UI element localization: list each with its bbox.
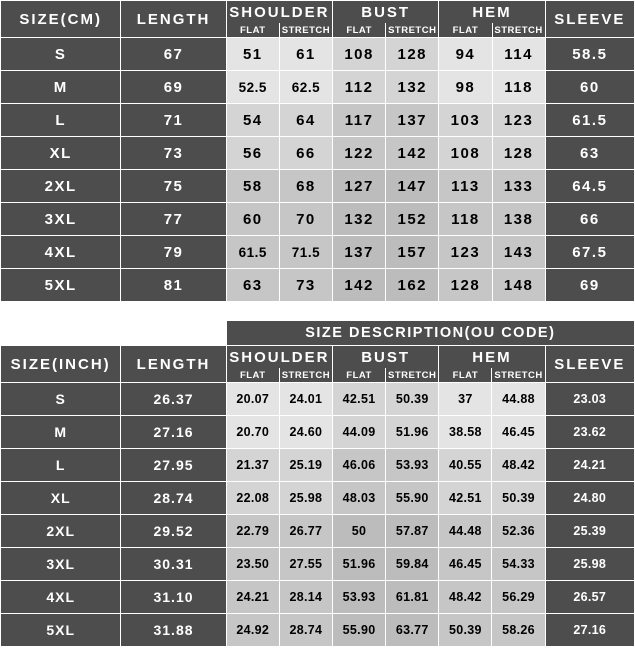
cm-sleeve-1: 60: [545, 71, 634, 104]
inch-size-6: 4XL: [1, 581, 121, 614]
inch-shoulder-stretch-7: 28.74: [279, 614, 332, 647]
inch-header-hem: HEM: [439, 346, 545, 369]
cm-hem-stretch-1: 118: [492, 71, 545, 104]
cm-header-shoulder: SHOULDER: [226, 1, 332, 24]
cm-shoulder-stretch-0: 61: [279, 38, 332, 71]
inch-hem-flat-6: 48.42: [439, 581, 492, 614]
inch-size-3: XL: [1, 482, 121, 515]
cm-shoulder-flat-3: 56: [226, 137, 279, 170]
inch-header-shoulder-flat: FLAT: [226, 368, 279, 383]
cm-size-7: 5XL: [1, 269, 121, 302]
inch-bust-flat-3: 48.03: [332, 482, 385, 515]
cm-hem-flat-5: 118: [439, 203, 492, 236]
cm-bust-stretch-0: 128: [386, 38, 439, 71]
cm-sleeve-6: 67.5: [545, 236, 634, 269]
inch-bust-stretch-2: 53.93: [386, 449, 439, 482]
cm-hem-flat-7: 128: [439, 269, 492, 302]
cm-header-shoulder-stretch: STRETCH: [279, 23, 332, 38]
cm-hem-stretch-7: 148: [492, 269, 545, 302]
table-row: [1, 236, 635, 269]
inch-sleeve-2: 24.21: [545, 449, 634, 482]
inch-hem-stretch-2: 48.42: [492, 449, 545, 482]
inch-hem-stretch-5: 54.33: [492, 548, 545, 581]
inch-header-bust: BUST: [332, 346, 438, 369]
inch-hem-flat-2: 40.55: [439, 449, 492, 482]
inch-sleeve-0: 23.03: [545, 383, 634, 416]
inch-header-shoulder: SHOULDER: [226, 346, 332, 369]
inch-bust-flat-0: 42.51: [332, 383, 385, 416]
cm-bust-stretch-2: 137: [386, 104, 439, 137]
cm-hem-stretch-5: 138: [492, 203, 545, 236]
inch-hem-stretch-3: 50.39: [492, 482, 545, 515]
inch-sleeve-6: 26.57: [545, 581, 634, 614]
inch-bust-stretch-3: 55.90: [386, 482, 439, 515]
inch-sleeve-4: 25.39: [545, 515, 634, 548]
inch-size-0: S: [1, 383, 121, 416]
cm-hem-stretch-4: 133: [492, 170, 545, 203]
cm-shoulder-stretch-6: 71.5: [279, 236, 332, 269]
inch-length-7: 31.88: [121, 614, 226, 647]
size-description-title: SIZE DESCRIPTION(OU CODE): [226, 321, 634, 346]
inch-hem-stretch-0: 44.88: [492, 383, 545, 416]
inch-shoulder-stretch-4: 26.77: [279, 515, 332, 548]
cm-bust-stretch-7: 162: [386, 269, 439, 302]
cm-size-5: 3XL: [1, 203, 121, 236]
table-row: [1, 104, 635, 137]
cm-bust-stretch-5: 152: [386, 203, 439, 236]
table-divider: [0, 302, 635, 320]
cm-header-size: SIZE(CM): [1, 1, 121, 38]
cm-size-6: 4XL: [1, 236, 121, 269]
inch-bust-flat-1: 44.09: [332, 416, 385, 449]
cm-shoulder-flat-7: 63: [226, 269, 279, 302]
cm-header-hem-stretch: STRETCH: [492, 23, 545, 38]
cm-header-main-row: [1, 1, 635, 24]
inch-length-3: 28.74: [121, 482, 226, 515]
inch-shoulder-flat-0: 20.07: [226, 383, 279, 416]
inch-size-4: 2XL: [1, 515, 121, 548]
inch-header-sleeve: SLEEVE: [545, 346, 634, 383]
cm-header-bust-stretch: STRETCH: [386, 23, 439, 38]
cm-bust-stretch-3: 142: [386, 137, 439, 170]
cm-shoulder-flat-0: 51: [226, 38, 279, 71]
cm-bust-flat-3: 122: [333, 137, 386, 170]
cm-length-6: 79: [121, 236, 226, 269]
inch-hem-flat-4: 44.48: [439, 515, 492, 548]
inch-shoulder-flat-4: 22.79: [226, 515, 279, 548]
inch-hem-flat-7: 50.39: [439, 614, 492, 647]
cm-length-7: 81: [121, 269, 226, 302]
table-row: [1, 482, 635, 515]
inch-hem-flat-0: 37: [439, 383, 492, 416]
cm-hem-stretch-2: 123: [492, 104, 545, 137]
cm-sleeve-2: 61.5: [545, 104, 634, 137]
inch-header-size: SIZE(INCH): [1, 346, 121, 383]
size-chart-cm-table: [0, 0, 635, 302]
cm-shoulder-flat-2: 54: [226, 104, 279, 137]
title-spacer: [1, 321, 227, 346]
inch-bust-stretch-1: 51.96: [386, 416, 439, 449]
inch-bust-flat-6: 53.93: [332, 581, 385, 614]
table-row: [1, 581, 635, 614]
inch-sleeve-7: 27.16: [545, 614, 634, 647]
inch-shoulder-stretch-5: 27.55: [279, 548, 332, 581]
cm-length-4: 75: [121, 170, 226, 203]
inch-shoulder-flat-6: 24.21: [226, 581, 279, 614]
cm-length-5: 77: [121, 203, 226, 236]
inch-length-5: 30.31: [121, 548, 226, 581]
cm-hem-flat-1: 98: [439, 71, 492, 104]
cm-hem-flat-2: 103: [439, 104, 492, 137]
size-chart-inch-table: [0, 320, 635, 647]
inch-shoulder-stretch-1: 24.60: [279, 416, 332, 449]
inch-bust-stretch-5: 59.84: [386, 548, 439, 581]
inch-shoulder-flat-5: 23.50: [226, 548, 279, 581]
table-row: [1, 416, 635, 449]
cm-header-bust-flat: FLAT: [333, 23, 386, 38]
cm-bust-flat-5: 132: [333, 203, 386, 236]
cm-length-2: 71: [121, 104, 226, 137]
cm-length-0: 67: [121, 38, 226, 71]
inch-header-bust-stretch: STRETCH: [386, 368, 439, 383]
table-row: [1, 383, 635, 416]
inch-bust-stretch-0: 50.39: [386, 383, 439, 416]
inch-sleeve-1: 23.62: [545, 416, 634, 449]
table-row: [1, 269, 635, 302]
inch-header-shoulder-stretch: STRETCH: [279, 368, 332, 383]
inch-bust-flat-4: 50: [332, 515, 385, 548]
cm-bust-flat-6: 137: [333, 236, 386, 269]
cm-bust-flat-1: 112: [333, 71, 386, 104]
inch-length-6: 31.10: [121, 581, 226, 614]
cm-size-3: XL: [1, 137, 121, 170]
cm-hem-flat-0: 94: [439, 38, 492, 71]
inch-header-main-row: [1, 346, 635, 369]
cm-shoulder-stretch-3: 66: [279, 137, 332, 170]
inch-size-7: 5XL: [1, 614, 121, 647]
cm-size-4: 2XL: [1, 170, 121, 203]
cm-shoulder-flat-4: 58: [226, 170, 279, 203]
inch-bust-flat-2: 46.06: [332, 449, 385, 482]
inch-header-length: LENGTH: [121, 346, 226, 383]
cm-header-length: LENGTH: [121, 1, 226, 38]
cm-hem-stretch-6: 143: [492, 236, 545, 269]
inch-length-1: 27.16: [121, 416, 226, 449]
cm-shoulder-flat-6: 61.5: [226, 236, 279, 269]
cm-hem-flat-3: 108: [439, 137, 492, 170]
cm-sleeve-3: 63: [545, 137, 634, 170]
cm-bust-flat-7: 142: [333, 269, 386, 302]
cm-bust-flat-4: 127: [333, 170, 386, 203]
table-row: [1, 203, 635, 236]
inch-sleeve-5: 25.98: [545, 548, 634, 581]
inch-shoulder-stretch-2: 25.19: [279, 449, 332, 482]
cm-header-shoulder-flat: FLAT: [226, 23, 279, 38]
cm-bust-stretch-1: 132: [386, 71, 439, 104]
cm-length-3: 73: [121, 137, 226, 170]
table-row: [1, 515, 635, 548]
cm-shoulder-stretch-7: 73: [279, 269, 332, 302]
cm-bust-stretch-6: 157: [386, 236, 439, 269]
inch-sleeve-3: 24.80: [545, 482, 634, 515]
inch-header-bust-flat: FLAT: [332, 368, 385, 383]
cm-length-1: 69: [121, 71, 226, 104]
cm-shoulder-flat-5: 60: [226, 203, 279, 236]
table-row: [1, 548, 635, 581]
inch-shoulder-stretch-3: 25.98: [279, 482, 332, 515]
inch-hem-stretch-1: 46.45: [492, 416, 545, 449]
inch-title-row: [1, 321, 635, 346]
inch-shoulder-flat-1: 20.70: [226, 416, 279, 449]
inch-length-0: 26.37: [121, 383, 226, 416]
inch-header-hem-flat: FLAT: [439, 368, 492, 383]
cm-size-2: L: [1, 104, 121, 137]
cm-shoulder-stretch-2: 64: [279, 104, 332, 137]
inch-size-2: L: [1, 449, 121, 482]
cm-hem-stretch-3: 128: [492, 137, 545, 170]
cm-bust-stretch-4: 147: [386, 170, 439, 203]
inch-bust-flat-7: 55.90: [332, 614, 385, 647]
cm-hem-flat-4: 113: [439, 170, 492, 203]
inch-hem-flat-3: 42.51: [439, 482, 492, 515]
inch-hem-flat-5: 46.45: [439, 548, 492, 581]
cm-header-hem: HEM: [439, 1, 545, 24]
cm-header-bust: BUST: [333, 1, 439, 24]
inch-bust-stretch-6: 61.81: [386, 581, 439, 614]
cm-size-0: S: [1, 38, 121, 71]
inch-length-2: 27.95: [121, 449, 226, 482]
inch-hem-flat-1: 38.58: [439, 416, 492, 449]
inch-hem-stretch-4: 52.36: [492, 515, 545, 548]
inch-size-1: M: [1, 416, 121, 449]
inch-hem-stretch-6: 56.29: [492, 581, 545, 614]
inch-shoulder-stretch-6: 28.14: [279, 581, 332, 614]
cm-hem-stretch-0: 114: [492, 38, 545, 71]
cm-bust-flat-0: 108: [333, 38, 386, 71]
cm-bust-flat-2: 117: [333, 104, 386, 137]
inch-hem-stretch-7: 58.26: [492, 614, 545, 647]
inch-header-hem-stretch: STRETCH: [492, 368, 545, 383]
table-row: [1, 614, 635, 647]
inch-bust-stretch-4: 57.87: [386, 515, 439, 548]
inch-bust-stretch-7: 63.77: [386, 614, 439, 647]
inch-shoulder-flat-7: 24.92: [226, 614, 279, 647]
inch-length-4: 29.52: [121, 515, 226, 548]
cm-shoulder-stretch-4: 68: [279, 170, 332, 203]
table-row: [1, 449, 635, 482]
cm-sleeve-5: 66: [545, 203, 634, 236]
cm-sleeve-0: 58.5: [545, 38, 634, 71]
inch-bust-flat-5: 51.96: [332, 548, 385, 581]
cm-size-1: M: [1, 71, 121, 104]
inch-shoulder-flat-3: 22.08: [226, 482, 279, 515]
cm-sleeve-4: 64.5: [545, 170, 634, 203]
table-row: [1, 170, 635, 203]
inch-shoulder-flat-2: 21.37: [226, 449, 279, 482]
cm-shoulder-stretch-5: 70: [279, 203, 332, 236]
table-row: [1, 137, 635, 170]
inch-shoulder-stretch-0: 24.01: [279, 383, 332, 416]
table-row: [1, 38, 635, 71]
cm-sleeve-7: 69: [545, 269, 634, 302]
cm-hem-flat-6: 123: [439, 236, 492, 269]
table-row: [1, 71, 635, 104]
cm-shoulder-flat-1: 52.5: [226, 71, 279, 104]
cm-shoulder-stretch-1: 62.5: [279, 71, 332, 104]
inch-size-5: 3XL: [1, 548, 121, 581]
cm-header-hem-flat: FLAT: [439, 23, 492, 38]
cm-header-sleeve: SLEEVE: [545, 1, 634, 38]
